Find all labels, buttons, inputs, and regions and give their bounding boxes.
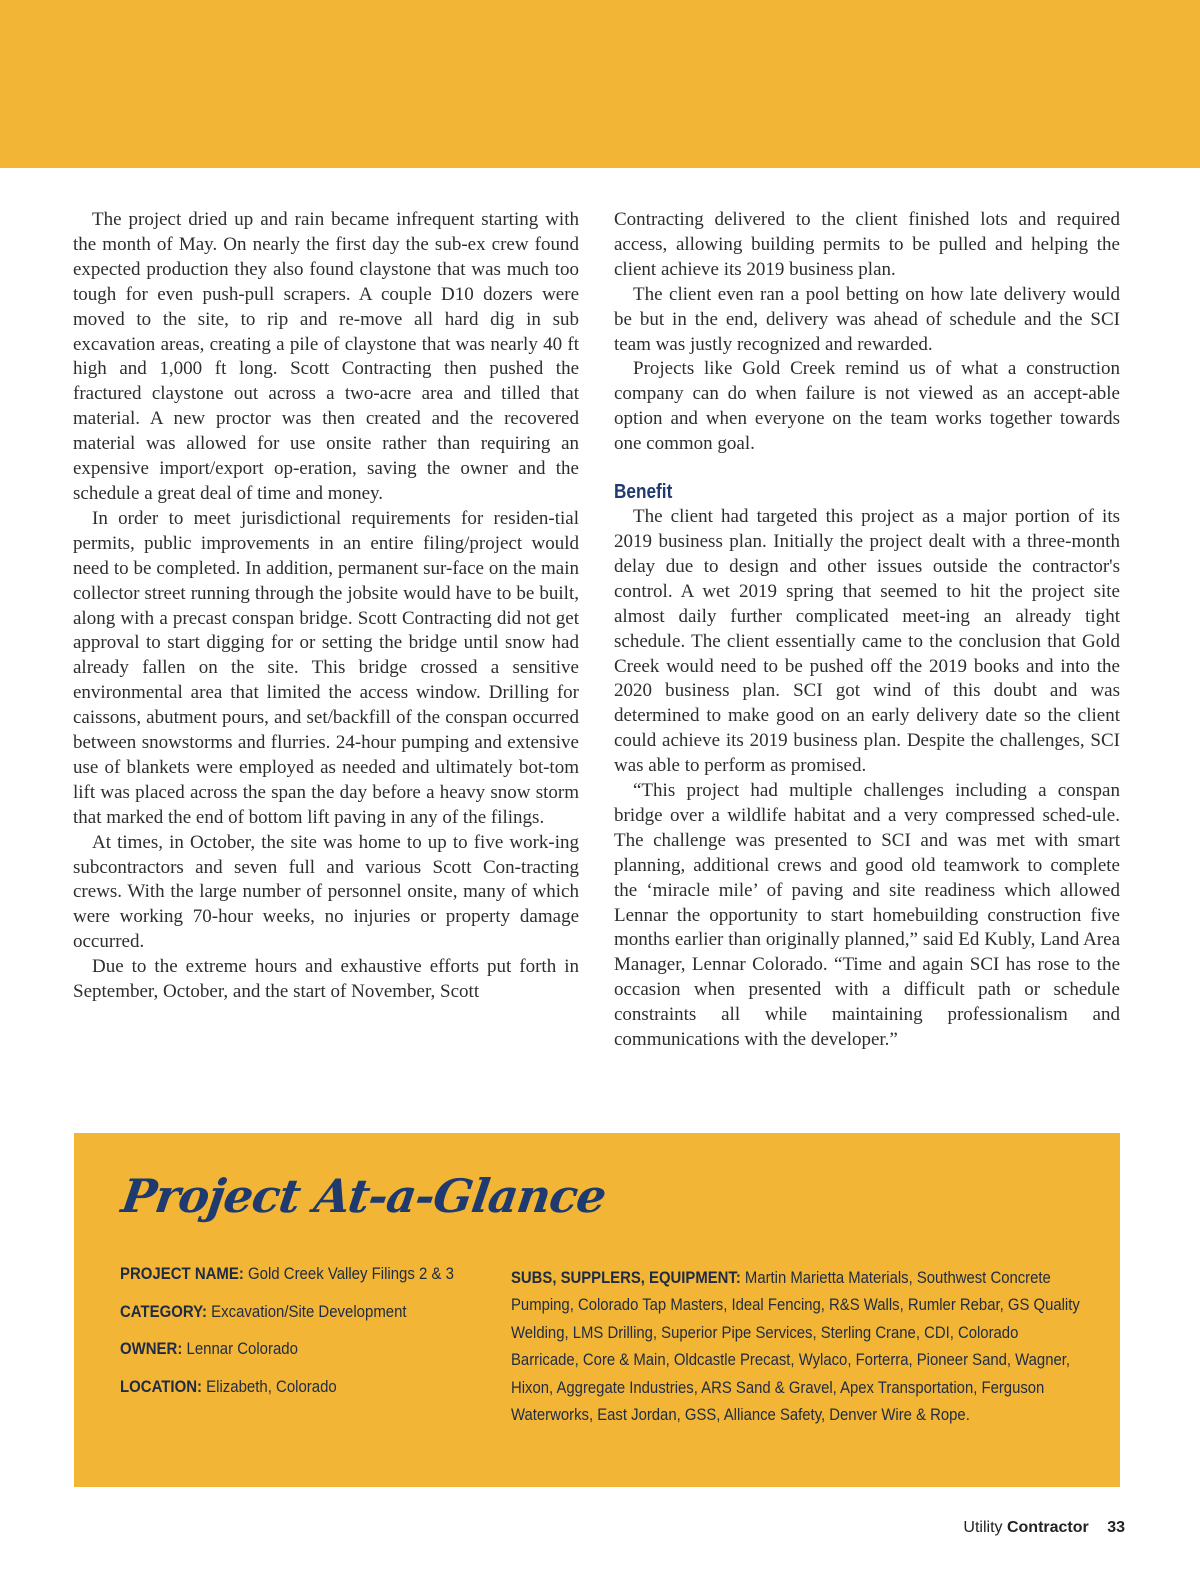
project-name-row	[120, 1264, 454, 1302]
article-paragraph: “This project had multiple challenges including a conspan bridge over a wildlife habitat and a very compressed sched-ule. The challenge was presented to SCI and was met with smart planning, additional crews and good old teamwork to complete the ‘miracle mile’ of paving and site readiness which allowed Lennar the opportunity to start homebuilding construction five months earlier than originally planned,” said Ed Kubly, Land Area Manager, Lennar Colorado. “Time and again SCI has rose to the occasion when presented with a difficult path or schedule constraints all while maintaining professionalism and communications with the developer.”	[614, 780, 1120, 1051]
magazine-name-bold: Contractor	[1006, 1519, 1089, 1536]
category-label: CATEGORY:	[120, 1301, 207, 1321]
article-left-column	[73, 208, 579, 1005]
article-paragraph: Due to the extreme hours and exhaustive efforts put forth in September, October, and the start of November, Scott	[73, 956, 579, 1003]
article-paragraph: At times, in October, the site was home to up to five work-ing subcontractors and seven full and various Scott Con-tracting crews. With the large number of personnel onsite, many of which were working 70-hour weeks, no injuries or property damage occurred.	[73, 831, 579, 953]
article-paragraph: The client had targeted this project as a major portion of its 2019 business plan. Initially the project dealt with a three-month delay due to design and other issues outside the contractor's control. A wet 2019 spring that seemed to hit the project site almost daily further complicated meet-ing an already tight schedule. The client essentially came to the conclusion that Gold Creek would need to be pushed off the 2019 books and into the 2020 business plan. SCI got wind of this doubt and was determined to make good on an early delivery date so the client could achieve its 2019 business plan. Despite the challenges, SCI was able to perform as promised.	[614, 506, 1120, 777]
owner-value: Lennar Colorado	[186, 1339, 298, 1358]
article-right-column	[614, 208, 1120, 1053]
top-yellow-band	[0, 0, 1200, 168]
article-paragraph: Contracting delivered to the client finished lots and required access, allowing building permits to be pulled and helping the client achieve its 2019 business plan.	[614, 209, 1120, 280]
owner-row	[120, 1339, 454, 1377]
project-at-a-glance-box	[74, 1133, 1120, 1487]
category-row	[120, 1302, 454, 1340]
subs-value: Martin Marietta Materials, Southwest Concrete Pumping, Colorado Tap Masters, Ideal Fencing, R&S Walls, Rumler Rebar, GS Quality Welding, LMS Drilling, Superior Pipe Services, Sterling Crane, CDI, Colorado Barricade, Core & Main, Oldcastle Precast, Wylaco, Forterra, Pioneer Sand, Wagner, Hixon, Aggregate Industries, ARS Sand & Gravel, Apex Transportation, Ferguson Waterworks, East Jordan, GSS, Alliance Safety, Denver Wire & Rope.	[511, 1268, 1080, 1425]
location-row	[120, 1377, 454, 1415]
subs-label: SUBS, SUPPLERS, EQUIPMENT:	[511, 1268, 741, 1287]
location-value: Elizabeth, Colorado	[206, 1376, 337, 1396]
category-value: Excavation/Site Development	[211, 1301, 407, 1321]
benefit-heading: Benefit	[614, 481, 673, 504]
project-name-value: Gold Creek Valley Filings 2 & 3	[248, 1264, 454, 1283]
glance-facts	[120, 1264, 500, 1414]
article-paragraph: The client even ran a pool betting on how late delivery would be but in the end, delivery was ahead of schedule and the SCI team was justly recognized and rewarded.	[614, 283, 1120, 355]
location-label: LOCATION:	[120, 1376, 202, 1396]
page-footer	[963, 1519, 1125, 1537]
page-number: 33	[1107, 1519, 1125, 1536]
project-name-label: PROJECT NAME:	[120, 1264, 244, 1283]
article-paragraph: Projects like Gold Creek remind us of what a construction company can do when failure is not viewed as an accept-able option and when everyone on the team works together towards one common goal.	[614, 358, 1120, 455]
glance-title: Project At-a-Glance	[118, 1169, 609, 1223]
magazine-name-light: Utility	[963, 1519, 1003, 1536]
owner-label: OWNER:	[120, 1339, 183, 1358]
article-paragraph: The project dried up and rain became infrequent starting with the month of May. On nearly the first day the sub-ex crew found expected production they also found claystone that was much too tough for even push-pull scrapers. A couple D10 dozers were moved to the site, to rip and re-move all hard dig in sub excavation areas, creating a pile of claystone that was nearly 40 ft high and 1,000 ft long. Scott Contracting then pushed the fractured claystone out across a two-acre area and tilled that material. A new proctor was then created and the recovered material was allowed for use onsite rather than requiring an expensive import/export op-eration, saving the owner and the schedule a great deal of time and money.	[73, 209, 579, 504]
glance-subs	[511, 1264, 1091, 1428]
article-paragraph: In order to meet jurisdictional requirements for residen-tial permits, public improvements in an entire filing/project would need to be completed. In addition, permanent sur-face on the main collector street running through the jobsite would have to be built, along with a precast conspan bridge. Scott Contracting did not get approval to start digging for or setting the bridge until snow had already fallen on the site. This bridge crossed a sensitive environmental area that limited the access window. Drilling for caissons, abutment pours, and set/backfill of the conspan occurred between snowstorms and flurries. 24-hour pumping and extensive use of blankets were employed as needed and ultimately bot-tom lift was placed across the span the day before a heavy snow storm that marked the end of bottom lift paving in any of the filings.	[73, 507, 579, 828]
